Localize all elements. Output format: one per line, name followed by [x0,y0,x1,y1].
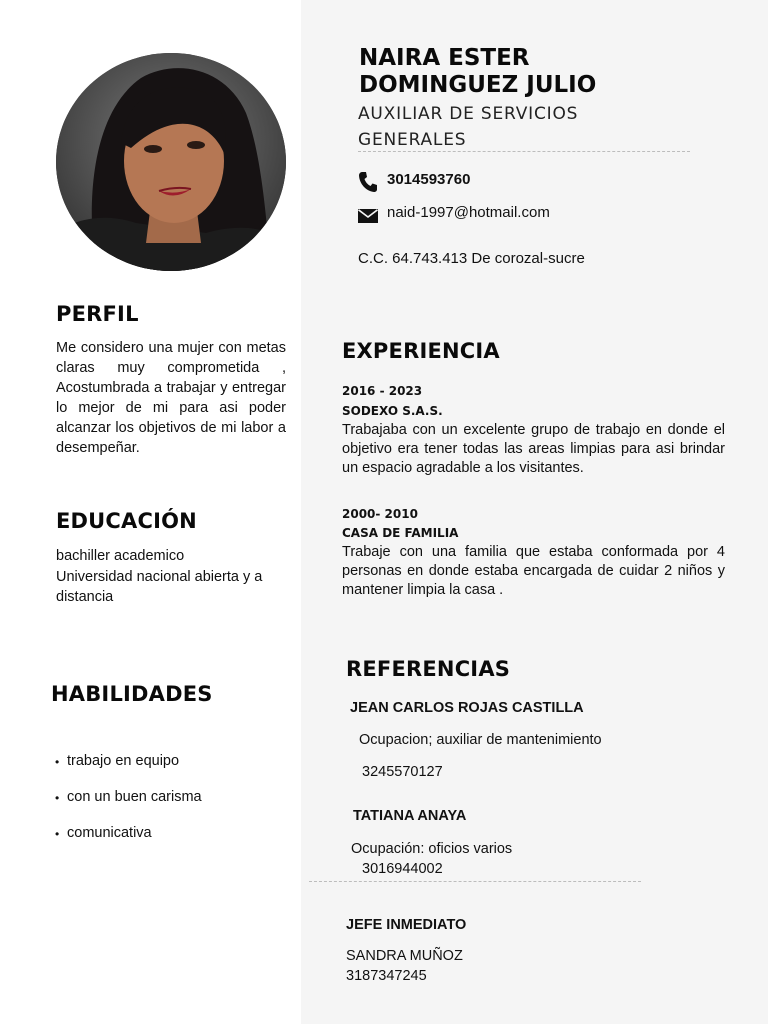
education-item: Universidad nacional abierta y a distancia [56,568,263,605]
education-list [56,546,286,608]
skill-item: • con un buen carisma [55,789,285,825]
id-number: C.C. 64.743.413 De corozal-sucre [358,250,585,267]
reference-contact-name: SANDRA MUÑOZ [346,948,463,964]
reference-phone: 3016944002 [362,861,443,877]
phone-icon [358,171,380,193]
experience-organization: SODEXO S.A.S. [342,404,443,418]
header-divider [358,151,690,152]
references-heading: REFERENCIAS [346,657,511,681]
email-address[interactable]: naid-1997@hotmail.com [387,204,550,221]
role-line-2: GENERALES [358,130,467,150]
experience-dates: 2016 - 2023 [342,384,423,398]
role-line-1: AUXILIAR DE SERVICIOS [358,104,579,124]
experience-organization: CASA DE FAMILIA [342,526,459,540]
mail-icon [358,209,378,223]
experience-description: Trabaje con una familia que estaba conformada por 4 personas en donde estaba encargada de cuidar 2 niños y mantener limpia la casa . [342,544,725,598]
experience-dates: 2000- 2010 [342,507,418,521]
name-line-1: NAIRA ESTER [359,45,530,71]
skill-item: • trabajo en equipo [55,753,285,789]
reference-phone: 3187347245 [346,968,427,984]
skills-list [55,753,285,861]
reference-occupation: Ocupacion; auxiliar de mantenimiento [359,732,602,748]
reference-name: JEAN CARLOS ROJAS CASTILLA [350,700,584,716]
references-divider [309,881,641,882]
experience-description: Trabajaba con un excelente grupo de trabajo en donde el objetivo era tener todas las areas limpias para asi brindar un espacio agradable a los visitantes. [342,422,725,476]
profile-photo [56,53,286,271]
phone-number[interactable]: 3014593760 [387,171,471,188]
job-title [358,101,688,153]
education-heading: EDUCACIÓN [56,509,197,533]
profile-text: Me considero una mujer con metas claras muy comprometida , Acostumbrada a trabajar y entregar lo mejor de mi para asi poder alcanzar los objetivos de mi labor a desempeñar. [56,340,286,456]
reference-occupation: Ocupación: oficios varios [351,841,513,857]
experience-heading: EXPERIENCIA [342,339,500,363]
skills-heading: HABILIDADES [51,682,213,706]
portrait-image [56,53,286,271]
reference-phone: 3245570127 [362,764,443,780]
skill-item: • comunicativa [55,825,285,861]
profile-heading: PERFIL [56,302,139,326]
full-name [359,45,689,99]
reference-name: JEFE INMEDIATO [346,917,467,933]
education-item: bachiller academico [56,548,185,564]
reference-name: TATIANA ANAYA [353,808,467,824]
name-line-2: DOMINGUEZ JULIO [359,72,597,98]
